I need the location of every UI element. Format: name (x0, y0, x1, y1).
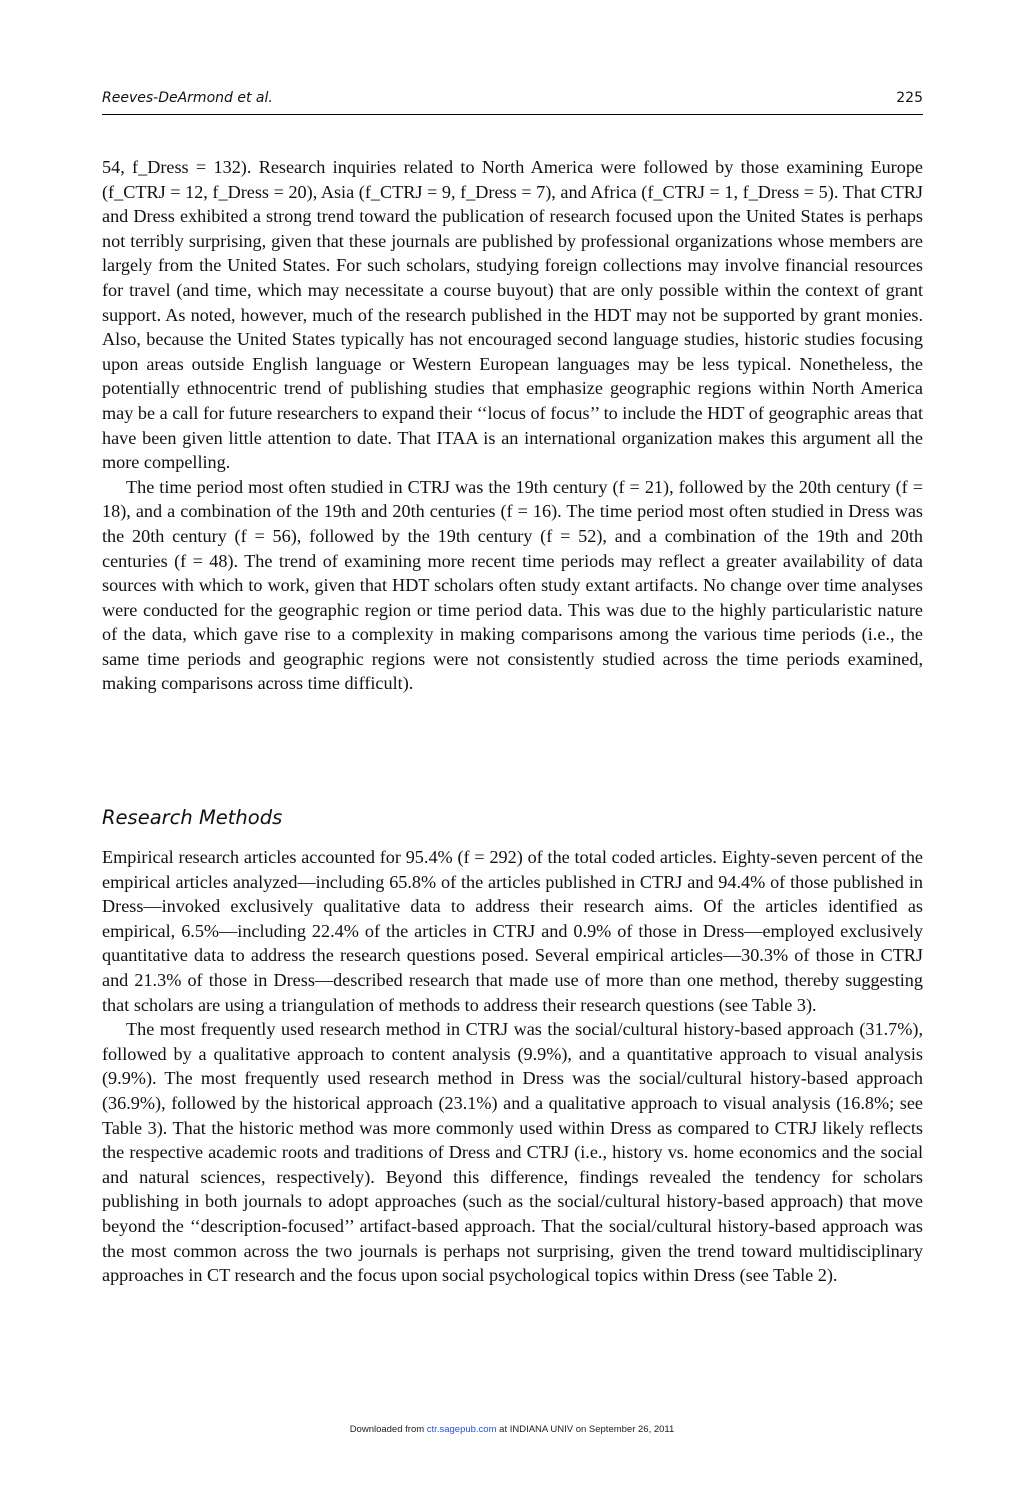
body-section-geography-time (102, 155, 923, 696)
paragraph: The time period most often studied in CTRJ was the 19th century (f = 21), followed by the 20th century (f = 18), and a combination of the 19th and 20th centuries (f = 16). The time period most often studied in Dress was the 20th century (f = 56), followed by the 19th century (f = 52), and a combination of the 19th and 20th centuries (f = 48). The trend of examining more recent time periods may reflect a greater availability of data sources with which to work, given that HDT scholars often study extant artifacts. No change over time analyses were conducted for the geographic region or time period data. This was due to the highly particularistic nature of the data, which gave rise to a complexity in making comparisons among the various time periods (i.e., the same time periods and geographic regions were not consistently studied across the time periods examined, making comparisons across time difficult). (102, 476, 923, 694)
running-head-author: Reeves-DeArmond et al. (102, 90, 273, 106)
paragraph: 54, f_Dress = 132). Research inquiries related to North America were followed by those examining Europe (f_CTRJ = 12, f_Dress = 20), Asia (f_CTRJ = 9, f_Dress = 7), and Africa (f_CTRJ = 1, f_Dress = 5). That CTRJ and Dress exhibited a strong trend toward the publication of research focused upon the United States is perhaps not terribly surprising, given that these journals are published by professional organizations whose members are largely from the United States. For such scholars, studying foreign collections may involve financial resources for travel (and time, which may necessitate a course buyout) that are only possible within the context of grant support. As noted, however, much of the research published in the HDT may not be supported by grant monies. Also, because the United States typically has not encouraged second language studies, historic studies focusing upon areas outside English language or Western European languages may be less typical. Nonetheless, the potentially ethnocentric trend of publishing studies that emphasize geographic regions within North America may be a call for future researchers to expand their ‘‘locus of focus’’ to include the HDT of geographic areas that have been given little attention to date. That ITAA is an international organization makes this argument all the more compelling. (102, 157, 923, 473)
body-section-research-methods (102, 845, 923, 1288)
section-heading: Research Methods (102, 806, 283, 829)
paragraph: The most frequently used research method in CTRJ was the social/cultural history-based approach (31.7%), followed by a qualitative approach to content analysis (9.9%), and a quantitative approach to visual analysis (9.9%). The most frequently used research method in Dress was the social/cultural history-based approach (36.9%), followed by the historical approach (23.1%) and a qualitative approach to visual analysis (16.8%; see Table 3). That the historic method was more commonly used within Dress as compared to CTRJ likely reflects the respective academic roots and traditions of Dress and CTRJ (i.e., history vs. home economics and the social and natural sciences, respectively). Beyond this difference, findings revealed the tendency for scholars publishing in both journals to adopt approaches (such as the social/cultural history-based approach) that move beyond the ‘‘description-focused’’ artifact-based approach. That the social/cultural history-based approach was the most common across the two journals is perhaps not surprising, given the trend toward multidisciplinary approaches in CT research and the focus upon social psychological topics within Dress (see Table 2). (102, 1019, 923, 1286)
paragraph: Empirical research articles accounted for 95.4% (f = 292) of the total coded articles. Eighty-seven percent of the empirical articles analyzed—including 65.8% of the articles published in CTRJ and 94.4% of those published in Dress—invoked exclusively qualitative data to address their research aims. Of the articles identified as empirical, 6.5%—including 22.4% of the articles in CTRJ and 0.9% of those in Dress—employed exclusively quantitative data to address the research questions posed. Several empirical articles—30.3% of those in CTRJ and 21.3% of those in Dress—described research that made use of more than one method, thereby suggesting that scholars are using a triangulation of methods to address their research questions (see Table 3). (102, 847, 923, 1015)
running-head (102, 88, 923, 115)
page-number: 225 (896, 90, 923, 106)
footer-suffix: at INDIANA UNIV on September 26, 2011 (496, 1424, 675, 1435)
footer-prefix: Downloaded from (349, 1424, 427, 1435)
footer-link[interactable]: ctr.sagepub.com (426, 1424, 497, 1435)
download-footer (0, 1424, 1024, 1435)
